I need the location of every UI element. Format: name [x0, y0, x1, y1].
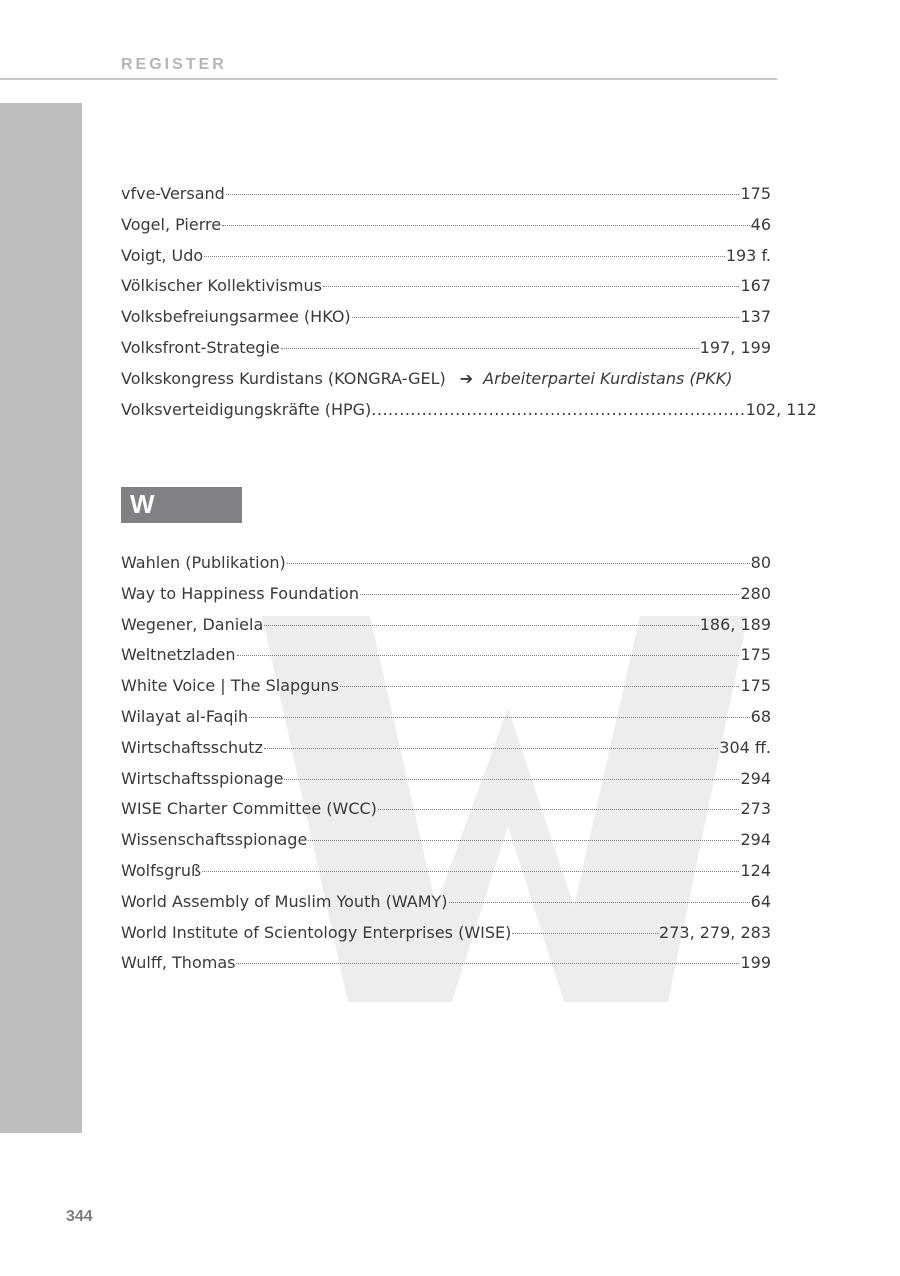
entry-term: Volkskongress Kurdistans (KONGRA-GEL) — [121, 368, 446, 388]
index-entry — [121, 769, 771, 800]
entry-term: Wirtschaftsspionage — [121, 768, 284, 788]
entry-pages: 102, 112 — [745, 399, 817, 419]
entry-pages: 167 — [740, 276, 771, 296]
entry-pages: 197, 199 — [699, 337, 771, 357]
entry-term: Wahlen (Publikation) — [121, 553, 286, 572]
entry-pages: 280 — [740, 583, 771, 603]
entry-term: World Institute of Scientology Enterprises (WISE) — [121, 922, 512, 942]
index-entry — [121, 645, 771, 676]
entry-pages: 294 — [740, 830, 771, 850]
index-entry — [121, 615, 771, 646]
index-entry — [121, 276, 771, 307]
entry-term: Volksbefreiungsarmee (HKO) — [121, 307, 351, 327]
entry-term: Wirtschaftsschutz — [121, 737, 263, 757]
index-entry — [121, 861, 771, 892]
dot-leader — [378, 809, 740, 810]
entry-pages: 273, 279, 283 — [659, 922, 771, 942]
entry-pages: 175 — [740, 184, 771, 203]
entry-pages: 46 — [750, 214, 771, 234]
index-entry — [121, 923, 771, 954]
index-entry — [121, 246, 771, 277]
entry-term: World Assembly of Muslim Youth (WAMY) — [121, 891, 448, 911]
entry-pages: 273 — [740, 799, 771, 819]
dot-leader — [237, 655, 740, 656]
index-entry — [121, 184, 771, 215]
entry-pages: 137 — [740, 307, 771, 327]
cross-reference-target: Arbeiterpartei Kurdistans (PKK) — [483, 368, 733, 388]
arrow-right-icon: ➔ — [459, 368, 474, 388]
dot-leader-text: ................................................................... — [371, 399, 746, 419]
dot-leader — [236, 963, 739, 964]
index-entry — [121, 892, 771, 923]
entry-pages: 80 — [750, 553, 771, 572]
dot-leader — [284, 779, 739, 780]
section-letter-box — [121, 487, 242, 523]
dot-leader — [264, 625, 698, 626]
entry-term: Voigt, Udo — [121, 245, 204, 265]
entry-pages: 193 f. — [725, 245, 771, 265]
entry-term: Völkischer Kollektivismus — [121, 276, 322, 296]
entry-term: Weltnetzladen — [121, 645, 236, 665]
index-entry — [121, 707, 771, 738]
index-section-w — [121, 553, 771, 984]
entry-pages: 175 — [740, 645, 771, 665]
dot-leader — [360, 594, 740, 595]
dot-leader — [249, 717, 750, 718]
entry-pages: 199 — [740, 953, 771, 973]
index-entry — [121, 338, 771, 369]
running-header: REGISTER — [121, 56, 227, 73]
dot-leader — [512, 933, 658, 934]
dot-leader — [264, 748, 718, 749]
dot-leader — [340, 686, 740, 687]
entry-pages: 294 — [740, 768, 771, 788]
index-entry — [121, 307, 771, 338]
entry-term: Wissenschaftsspionage — [121, 830, 308, 850]
entry-term: White Voice | The Slapguns — [121, 676, 339, 696]
section-letter: W — [130, 489, 155, 519]
entry-term: Volksverteidigungskräfte (HPG) — [121, 399, 372, 419]
index-section-v — [121, 184, 817, 430]
entry-term: Volksfront-Strategie — [121, 337, 280, 357]
dot-leader — [287, 563, 750, 564]
dot-leader — [352, 317, 740, 318]
index-entry — [121, 676, 771, 707]
entry-term: Vogel, Pierre — [121, 214, 222, 234]
entry-term: WISE Charter Committee (WCC) — [121, 799, 377, 819]
entry-pages: 175 — [740, 676, 771, 696]
index-entry — [121, 799, 771, 830]
dot-leader — [226, 194, 740, 195]
index-entry — [121, 215, 771, 246]
entry-pages: 186, 189 — [699, 614, 771, 634]
side-tab-bar — [0, 103, 82, 1133]
index-entry — [121, 830, 771, 861]
entry-pages: 124 — [740, 860, 771, 880]
entry-term: Wilayat al-Faqih — [121, 706, 249, 726]
entry-pages: 68 — [750, 706, 771, 726]
entry-term: Way to Happiness Foundation — [121, 583, 359, 603]
dot-leader — [204, 256, 725, 257]
dot-leader — [281, 348, 699, 349]
entry-term: Wolfsgruß — [121, 860, 202, 880]
index-entry — [121, 953, 771, 984]
entry-term: Wulff, Thomas — [121, 953, 236, 973]
index-entry — [121, 584, 771, 615]
dot-leader — [222, 225, 750, 226]
index-entry — [121, 738, 771, 769]
dot-leader — [449, 902, 750, 903]
index-entry — [121, 399, 817, 431]
index-entry — [121, 553, 771, 584]
entry-pages: 64 — [750, 891, 771, 911]
dot-leader — [323, 286, 740, 287]
entry-term: Wegener, Daniela — [121, 614, 264, 634]
entry-term: vfve-Versand — [121, 184, 225, 203]
dot-leader — [202, 871, 739, 872]
page-number: 344 — [66, 1208, 93, 1225]
entry-pages: 304 ff. — [719, 737, 771, 757]
index-cross-reference — [121, 369, 771, 400]
dot-leader — [308, 840, 739, 841]
header-rule — [0, 78, 777, 80]
